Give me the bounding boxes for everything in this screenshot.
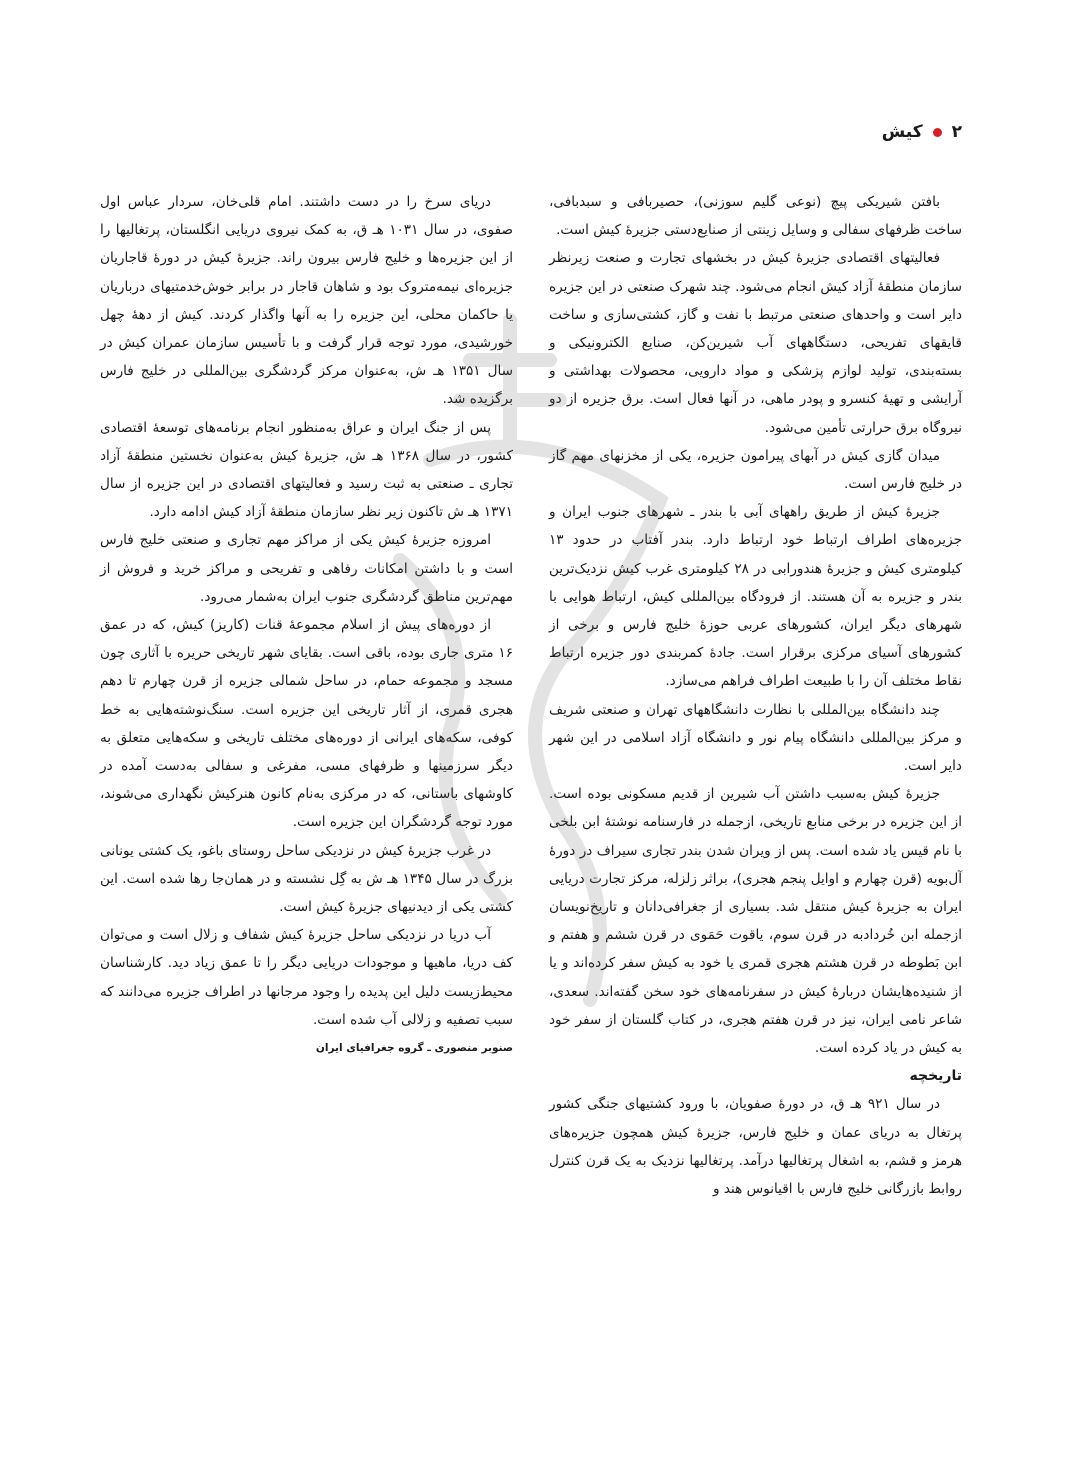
author-signature: صنوبر منصوری ـ گروه جغرافیای ایران — [315, 1042, 513, 1055]
paragraph: آب دریا در نزدیکی ساحل جزیرۀ کیش شفاف و زلال است و می‌توان کف دریا، ماهیها و موجودات دریایی دیگر را تا عمق زیاد دید. کارشناسان محیط‌زیست دلیل این پدیده را وجود مرجانها در اطراف جزیره می‌دانند که سبب تصفیه و زلالی آب شده است. — [100, 927, 513, 1028]
paragraph: از دوره‌های پیش از اسلام مجموعۀ قنات (کاریز) کیش، که در عمق ۱۶ متری جاری بوده، باقی است. بقایای شهر تاریخی حریره با آثاری چون مسجد و مجموعه حمام، در ساحل شمالی جزیره از قرن چهارم تا دهم هجری قمری، از آثار تاریخی این جزیره است. سنگ‌نوشته‌هایی به خط کوفی، سکه‌های ایرانی از دوره‌های مختلف تاریخی و سکه‌هایی متعلق به دیگر سرزمینها و ظرفهای مسی، مفرغی و سفالی به‌دست آمده در کاوشهای باستانی، که در مرکزی به‌نام کانون هنرکیش نگهداری می‌شوند، مورد توجه گردشگران این جزیره است. — [100, 617, 513, 831]
page-number: ۲ — [951, 122, 962, 142]
paragraph: جزیرۀ کیش به‌سبب داشتن آب شیرین از قدیم مسکونی بوده است. از این جزیره در برخی منابع تاریخی، ازجمله در فارسنامه نوشتۀ ابن بلخی با نام قیس یاد شده است. پس از ویران شدن بندر تجاری سیراف در دورۀ آل‌بویه (قرن چهارم و اوایل پنجم هجری)، براثر زلزله، مرکز تجارت دریایی ایران به جزیرۀ کیش منتقل شد. بسیاری از جغرافی‌دانان و تاریخ‌نویسان ازجمله ابن خُردادبه در قرن سوم، یاقوت حَمَوی در قرن ششم و هفتم و ابن بَطوطه در قرن هشتم هجری قمری یا خود به کیش سفر کرده‌اند و یا از شنیده‌هایشان دربارۀ کیش در سفرنامه‌های خود سخن گفته‌اند. سعدی، شاعر نامی ایران، نیز در قرن هفتم هجری، در کتاب گلستان از سفر خود به کیش در یاد کرده است. — [549, 786, 962, 1057]
right-column — [549, 188, 962, 1203]
page-title: کیش — [881, 122, 923, 142]
paragraph: میدان گازی کیش در آبهای پیرامون جزیره، یکی از مخزنهای مهم گاز در خلیج فارس است. — [549, 447, 962, 493]
section-heading: تاریخچه — [909, 1068, 962, 1085]
paragraph: فعالیتهای اقتصادی جزیرۀ کیش در بخشهای تجارت و صنعت زیرنظر سازمان منطقۀ آزاد کیش انجام می‌شود. چند شهرک صنعتی در این جزیره دایر است و واحدهای صنعتی مرتبط با نفت و گاز، کشتی‌سازی و ساخت قایقهای تفریحی، دستگاههای آب شیرین‌کن، صنایع الکترونیکی و بسته‌بندی، تولید لوازم پزشکی و مواد دارویی، محصولات بهداشتی و آرایشی و تهیۀ کنسرو و پودر ماهی، در آنها فعال است. برق جزیره از دو نیروگاه برق حرارتی تأمین می‌شود. — [549, 250, 962, 436]
paragraph: دریای سرخ را در دست داشتند. امام قلی‌خان، سردار عباس اول صفوی، در سال ۱۰۳۱ هـ ق، به کمک نیروی دریایی انگلستان، پرتغالیها را از این جزیره‌ها و خلیج فارس بیرون راند. جزیرۀ کیش در دورۀ قاجاریان جزیره‌ای نیمه‌متروک بود و شاهان قاجار در برابر خوش‌خدمتیهای درباریان یا حاکمان محلی، این جزیره را به آنها واگذار کردند. کیش از دهۀ چهل خورشیدی، مورد توجه قرار گرفت و با تأسیس سازمان عمران کیش در سال ۱۳۵۱ هـ ش، به‌عنوان مرکز گردشگری بین‌المللی در خلیج فارس برگزیده شد. — [100, 194, 513, 408]
paragraph: پس از جنگ ایران و عراق به‌منظور انجام برنامه‌های توسعۀ اقتصادی کشور، در سال ۱۳۶۸ هـ ش، جزیرۀ کیش به‌عنوان نخستین منطقۀ آزاد تجاری ـ صنعتی به ثبت رسید و فعالیتهای اقتصادی در این جزیره از سال ۱۳۷۱ هـ ش تاکنون زیر نظر سازمان منطقۀ آزاد کیش ادامه دارد. — [100, 419, 513, 521]
paragraph: بافتن شیریکی پیچ (نوعی گلیم سوزنی)، حصیربافی و سبدبافی، ساخت ظرفهای سفالی و وسایل زینتی از صنایع‌دستی جزیرۀ کیش است. — [549, 194, 962, 239]
paragraph: در سال ۹۲۱ هـ ق، در دورۀ صفویان، با ورود کشتیهای جنگی کشور پرتغال به دریای عمان و خلیج فارس، جزیرۀ کیش همچون جزیره‌های هرمز و قشم، به اشغال پرتغالیها درآمد. پرتغالیها نزدیک به یک قرن کنترل روابط بازرگانی خلیج فارس با اقیانوس هند و — [549, 1096, 962, 1197]
page-header — [882, 122, 962, 142]
left-column — [100, 188, 513, 1058]
paragraph: در غرب جزیرۀ کیش در نزدیکی ساحل روستای باغو، یک کشتی یونانی بزرگ در سال ۱۳۴۵ هـ ش به گِل نشسته و در همان‌جا رها شده است. این کشتی یکی از دیدنیهای جزیرۀ کیش است. — [100, 842, 513, 916]
paragraph: امروزه جزیرۀ کیش یکی از مراکز مهم تجاری و صنعتی خلیج فارس است و با داشتن امکانات رفاهی و تفریحی و مراکز خرید و فروش از مهم‌ترین مناطق گردشگری جنوب ایران به‌شمار می‌رود. — [100, 532, 513, 605]
paragraph: چند دانشگاه بین‌المللی با نظارت دانشگاههای تهران و صنعتی شریف و مرکز بین‌المللی دانشگاه پیام نور و دانشگاه آزاد اسلامی در این شهر دایر است. — [549, 701, 962, 775]
paragraph: جزیرۀ کیش از طریق راههای آبی با بندر ـ شهرهای جنوب ایران و جزیره‌های اطراف ارتباط خود ارتباط دارد. بندر آفتاب در حدود ۱۳ کیلومتری کیش و جزیرۀ هندورابی در ۲۸ کیلومتری غرب کیش نزدیک‌ترین بندر و جزیره به آن هستند. از فرودگاه بین‌المللی کیش، ارتباط هوایی با شهرهای دیگر ایران، کشورهای عربی حوزۀ خلیج فارس و برخی از کشورهای آسیای مرکزی برقرار است. جادۀ کمربندی دور جزیره ارتباط نقاط مختلف آن را با طبیعت اطراف فراهم می‌سازد. — [549, 504, 962, 690]
bullet-dot-icon — [933, 128, 942, 137]
